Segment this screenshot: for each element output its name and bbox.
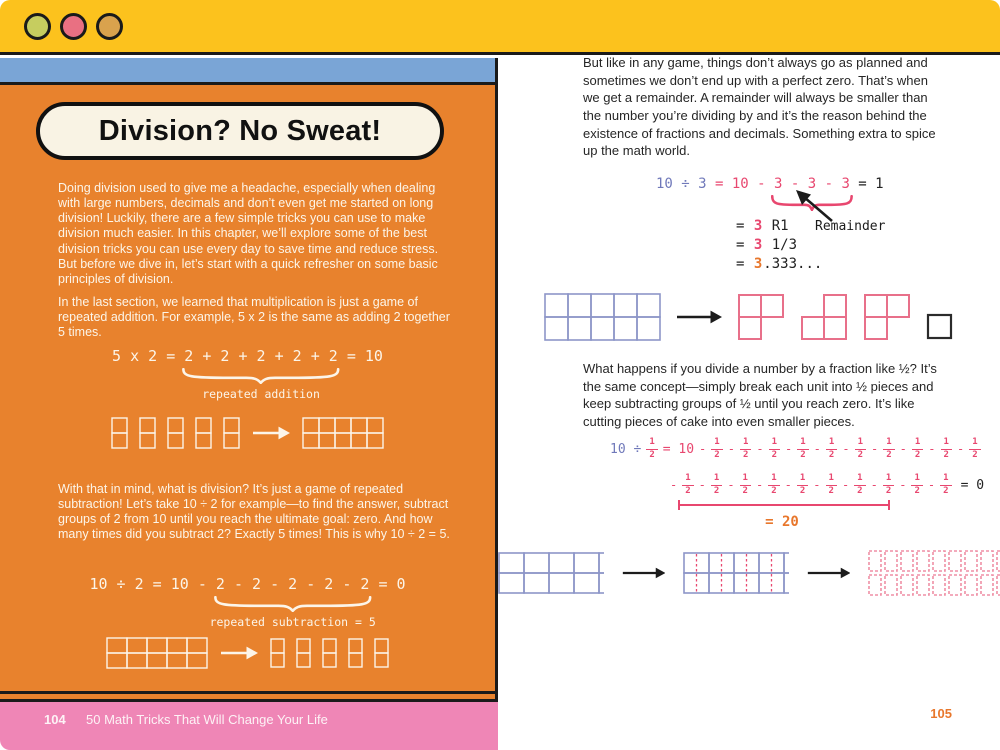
ten-grid-icon: [544, 293, 661, 341]
unit-domino-icon: [139, 417, 156, 449]
unit-domino-icon: [270, 638, 285, 668]
equation-middle: = 10 -: [706, 176, 775, 192]
window-button-olive[interactable]: [24, 13, 51, 40]
unit-domino-icon: [322, 638, 337, 668]
brace-label: repeated addition: [202, 387, 320, 401]
chapter-title: Division? No Sweat!: [98, 114, 382, 147]
equation-prefix: 10 ÷ 2 = 10 -: [89, 575, 216, 593]
equals-ten: = 10: [662, 441, 695, 457]
right-page: [498, 55, 1000, 750]
page-number-right: 105: [930, 706, 952, 721]
equation-remainder: [656, 176, 884, 192]
remainder-label: Remainder: [815, 219, 886, 234]
tromino-shape: [863, 293, 911, 341]
remainder-illustration: [498, 293, 1000, 341]
page-number-left: 104: [44, 712, 66, 727]
fraction-illustration: [498, 550, 1000, 596]
result-forms: [736, 218, 822, 275]
result-line: = 3 R1: [736, 218, 789, 234]
ten-grid-split-icon: [683, 552, 789, 594]
paragraph-multiplication: In the last section, we learned that multiplication is just a game of repeated addition. For example, 5 x 2 is the same as adding 2 together 5 times.: [58, 295, 450, 340]
arrow-right-icon: [622, 566, 665, 580]
half-subtraction-sequence: - $\frac{1}{2}$ - $\frac{1}{2}$ - $\frac{1}{2}$ - $\frac{1}{2}$ - $\frac{1}{2}$ - $\frac{1}{2}$ - $\frac{1}{2}$ - $\frac{1}{2}$ - $\frac{1}{2}$ - $\frac{1}{2}$: [699, 438, 981, 460]
ten-grid-icon: [302, 417, 384, 449]
equation-repeated-addition: [0, 347, 495, 401]
fraction-equation-line1: [610, 438, 981, 460]
equation-prefix: 5 x 2 =: [112, 347, 185, 365]
equals-zero: = 0: [960, 477, 985, 493]
result-line: = 3.333...: [736, 256, 823, 272]
arrow-right-icon: [220, 646, 258, 660]
blue-header-strip: [0, 58, 495, 85]
underbrace-icon: [181, 368, 341, 384]
dividend-divisor: 10 ÷ 3: [656, 176, 707, 192]
fraction-one-half: $\frac{1}{2}$: [646, 438, 657, 460]
equation-suffix: = 0: [369, 575, 406, 593]
subtraction-illustration: [0, 637, 495, 669]
unit-domino-icon: [296, 638, 311, 668]
five-groups-of-two: [270, 638, 389, 668]
left-page-footer: [0, 702, 503, 750]
paragraph-division: With that in mind, what is division? It’s just a game of repeated subtraction! Let’s take 10 ÷ 2 for example—to find the answer, subtract groups of 2 from 10 until you reach the ultimate goal: zero. And how many times did you subtract 2? Exactly 5 times! This is why 10 ÷ 2 = 5.: [58, 481, 450, 541]
book-title: 50 Math Tricks That Will Change Your Life: [86, 712, 328, 727]
fraction-equation-line2: [670, 474, 984, 496]
unit-domino-icon: [111, 417, 128, 449]
left-page-body: [0, 85, 495, 691]
total-count: = 20: [765, 514, 799, 530]
unit-domino-icon: [167, 417, 184, 449]
result-line: = 3 1/3: [736, 237, 798, 253]
dividend-divisor: 10 ÷: [610, 441, 642, 457]
window-titlebar: [0, 0, 1000, 55]
arrow-right-icon: [807, 566, 850, 580]
ten-grid-icon: [106, 637, 208, 669]
chapter-title-box: [36, 102, 444, 160]
paragraph-remainder: But like in any game, things don’t always go as planned and sometimes we don’t end up with a perfect zero. That’s when we get a remainder. A remainder will always be smaller than the number you’re dividing by and it’s the reason behind the existence of fractions and decimals. Something extra to spice up the math world.: [583, 55, 936, 159]
left-page: [0, 58, 498, 702]
braced-terms: [209, 575, 376, 629]
equation-repeated-subtraction: [0, 575, 495, 629]
brace-label: repeated subtraction = 5: [209, 615, 376, 629]
paragraph-fraction: What happens if you divide a number by a fraction like ½? It’s the same concept—simply break each unit into ½ pieces and keep subtracting groups of ½ until you reach zero. It’s like cutting pieces of cake into even smaller pieces.: [583, 361, 937, 430]
unit-domino-icon: [348, 638, 363, 668]
arrow-right-icon: [676, 310, 722, 324]
unit-domino-icon: [195, 417, 212, 449]
equation-suffix: = 10: [337, 347, 383, 365]
ten-grid-icon: [498, 552, 604, 594]
measure-line: [678, 500, 890, 510]
window-button-pink[interactable]: [60, 13, 87, 40]
unit-domino-icon: [374, 638, 389, 668]
underbrace-icon: [213, 596, 373, 612]
remainder-square-icon: [926, 313, 954, 341]
five-groups-of-two: [111, 417, 240, 449]
tromino-shape: [737, 293, 785, 341]
braced-terms: [184, 347, 338, 401]
equation-result: = 1: [849, 176, 884, 192]
tromino-shape: [800, 293, 848, 341]
window-button-tan[interactable]: [96, 13, 123, 40]
twenty-halves-icon: [868, 550, 1000, 596]
half-subtraction-sequence: - $\frac{1}{2}$ - $\frac{1}{2}$ - $\frac{1}{2}$ - $\frac{1}{2}$ - $\frac{1}{2}$ - $\frac{1}{2}$ - $\frac{1}{2}$ - $\frac{1}{2}$ - $\frac{1}{2}$ - $\frac{1}{2}$: [670, 474, 952, 496]
braced-text: 3 - 3 - 3: [774, 176, 850, 192]
paragraph-intro: Doing division used to give me a headache, especially when dealing with large numbers, decimals and don’t even get me started on long division! Luckily, there are a few simple tricks you can use to make division much easier. In this chapter, we’ll explore some of the best division tricks you can use every day to save time and reduce stress. But before we dive in, let’s start with a quick refresher on some basic principles of division.: [58, 181, 439, 286]
unit-domino-icon: [223, 417, 240, 449]
braced-text: 2 - 2 - 2 - 2 - 2: [215, 575, 370, 593]
addition-illustration: [0, 417, 495, 449]
arrow-right-icon: [252, 426, 290, 440]
braced-text: 2 + 2 + 2 + 2 + 2: [184, 347, 338, 365]
